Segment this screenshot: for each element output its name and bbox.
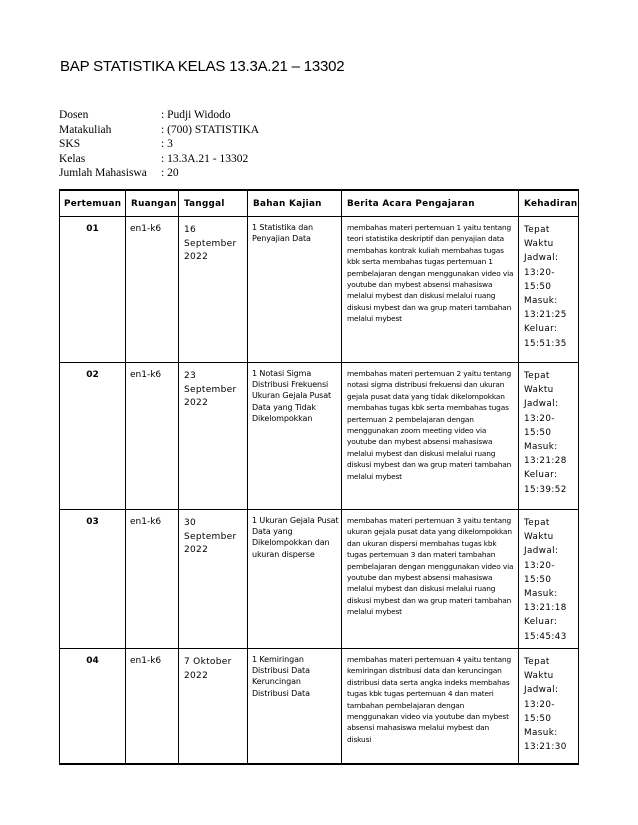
cell-berita-acara: membahas materi pertemuan 3 yaitu tentang ukuran gejala pusat data yang dikelompokkan dan ukuran dispersi membahas tugas kbk tugas pertemuan 3 dan materi tambahan pembelajaran dengan menggunakan video via youtube dan mybest absensi mahasiswa melalui mybest dan diskusi melalui ruang diskusi mybest dan wa grup materi tambahan melalui mybest (342, 510, 519, 649)
cell-kehadiran (519, 510, 579, 649)
header-ruangan: Ruangan (126, 190, 179, 217)
kehadiran-line: 15:50 (524, 574, 552, 585)
kehadiran-line: 15:50 (524, 713, 552, 724)
table-row (60, 363, 579, 510)
kehadiran-line: Tepat (524, 371, 550, 381)
kehadiran-line: 13:21:28 (524, 456, 567, 467)
header-bahan-kajian: Bahan Kajian (248, 190, 342, 217)
cell-bahan-kajian: 1 Statistika dan Penyajian Data (248, 217, 342, 363)
info-label: Matakuliah (59, 123, 112, 136)
kehadiran-line: Masuk: (524, 296, 558, 307)
kehadiran-line: Waktu (524, 385, 554, 396)
info-label: Kelas (59, 152, 86, 165)
kehadiran-line: Masuk: (524, 728, 558, 739)
cell-pertemuan: 03 (60, 510, 126, 649)
cell-tanggal: 16 September 2022 (179, 217, 248, 363)
kehadiran-line: 15:50 (524, 281, 552, 292)
cell-tanggal: 30 September 2022 (179, 510, 248, 649)
info-label: Dosen (59, 109, 89, 121)
cell-ruangan: en1-k6 (126, 363, 179, 510)
cell-kehadiran (519, 363, 579, 510)
table-row (60, 649, 579, 765)
kehadiran-line: Jadwal: (524, 685, 559, 696)
kehadiran-line: Jadwal: (524, 253, 559, 264)
header-kehadiran: Kehadiran (519, 190, 579, 217)
cell-kehadiran (519, 649, 579, 765)
table-header-row (60, 190, 579, 217)
info-value: : 3 (161, 138, 173, 151)
kehadiran-line: 13:21:18 (524, 603, 567, 614)
kehadiran-line: Tepat (524, 657, 550, 667)
info-value: : Pudji Widodo (161, 109, 231, 121)
cell-ruangan: en1-k6 (126, 649, 179, 765)
cell-berita-acara: membahas materi pertemuan 2 yaitu tentang notasi sigma distribusi frekuensi dan ukuran gejala pusat data yang tidak dikelompokkan membahas tugas kbk serta membahas tugas pertemuan 2 pembelajaran dengan menggunakan zoom meeting video via youtube dan mybest absensi mahasiswa melalui mybest dan diskusi melalui ruang diskusi mybest dan wa grup materi tambahan melalui mybest (342, 363, 519, 510)
kehadiran-line: 15:39:52 (524, 484, 567, 495)
cell-tanggal: 23 September 2022 (179, 363, 248, 510)
info-row-kelas (59, 152, 259, 167)
info-row-jumlah-mahasiswa (59, 166, 259, 181)
info-row-matakuliah (59, 123, 259, 138)
kehadiran-line: Keluar: (524, 324, 558, 335)
kehadiran-line: Keluar: (524, 470, 558, 481)
cell-bahan-kajian: 1 Notasi Sigma Distribusi Frekuensi Ukuran Gejala Pusat Data yang Tidak Dikelompokkan (248, 363, 342, 510)
cell-ruangan: en1-k6 (126, 510, 179, 649)
kehadiran-line: Jadwal: (524, 546, 559, 557)
kehadiran-line: 15:50 (524, 427, 552, 438)
table-row (60, 510, 579, 649)
kehadiran-line: Waktu (524, 532, 554, 543)
info-value: : 13.3A.21 - 13302 (161, 152, 249, 165)
kehadiran-line: 15:45:43 (524, 631, 567, 642)
cell-berita-acara: membahas materi pertemuan 1 yaitu tentang teori statistika deskriptif dan penyajian data membahas kontrak kuliah membahas tugas kbk serta membahas tugas pertemuan 1 pembelajaran dengan menggunakan video via youtube dan mybest absensi mahasiswa melalui mybest dan diskusi melalui ruang diskusi mybest dan wa grup materi tambahan melalui mybest (342, 217, 519, 363)
kehadiran-line: Keluar: (524, 617, 558, 628)
kehadiran-line: Tepat (524, 518, 550, 528)
kehadiran-line: 13:20- (524, 267, 555, 278)
kehadiran-line: Waktu (524, 239, 554, 250)
course-info (59, 108, 259, 181)
info-value: : 20 (161, 167, 179, 180)
kehadiran-line: Jadwal: (524, 399, 559, 410)
cell-tanggal: 7 Oktober 2022 (179, 649, 248, 765)
page-title: BAP STATISTIKA KELAS 13.3A.21 – 13302 (60, 58, 345, 75)
info-value: : (700) STATISTIKA (161, 123, 260, 136)
kehadiran-line: Tepat (524, 225, 550, 235)
cell-pertemuan: 04 (60, 649, 126, 765)
cell-ruangan: en1-k6 (126, 217, 179, 363)
cell-kehadiran (519, 217, 579, 363)
kehadiran-line: 13:20- (524, 560, 555, 571)
cell-pertemuan: 02 (60, 363, 126, 510)
cell-berita-acara: membahas materi pertemuan 4 yaitu tentang kemiringan distribusi data dan keruncingan distribusi data serta angka indeks membahas tugas kbk tugas pertemuan 4 dan materi tambahan pembelajaran dengan menggunakan video via youtube dan mybest absensi mahasiswa melalui mybest dan diskusi (342, 649, 519, 765)
header-pertemuan: Pertemuan (60, 190, 126, 217)
table-row (60, 217, 579, 363)
kehadiran-line: Masuk: (524, 589, 558, 600)
cell-bahan-kajian: 1 Ukuran Gejala Pusat Data yang Dikelompokkan dan ukuran disperse (248, 510, 342, 649)
info-row-sks (59, 137, 259, 152)
cell-bahan-kajian: 1 Kemiringan Distribusi Data Keruncingan Distribusi Data (248, 649, 342, 765)
info-label: SKS (59, 138, 81, 151)
cell-pertemuan: 01 (60, 217, 126, 363)
header-tanggal: Tanggal (179, 190, 248, 217)
kehadiran-line: 13:21:30 (524, 742, 567, 753)
kehadiran-line: 13:20- (524, 413, 555, 424)
kehadiran-line: Masuk: (524, 442, 558, 453)
info-row-dosen (59, 108, 259, 123)
kehadiran-line: 13:21:25 (524, 310, 567, 321)
kehadiran-line: Waktu (524, 671, 554, 682)
kehadiran-line: 15:51:35 (524, 338, 567, 349)
kehadiran-line: 13:20- (524, 699, 555, 710)
info-label: Jumlah Mahasiswa (59, 167, 147, 180)
header-berita-acara: Berita Acara Pengajaran (342, 190, 519, 217)
bap-table (59, 189, 579, 765)
